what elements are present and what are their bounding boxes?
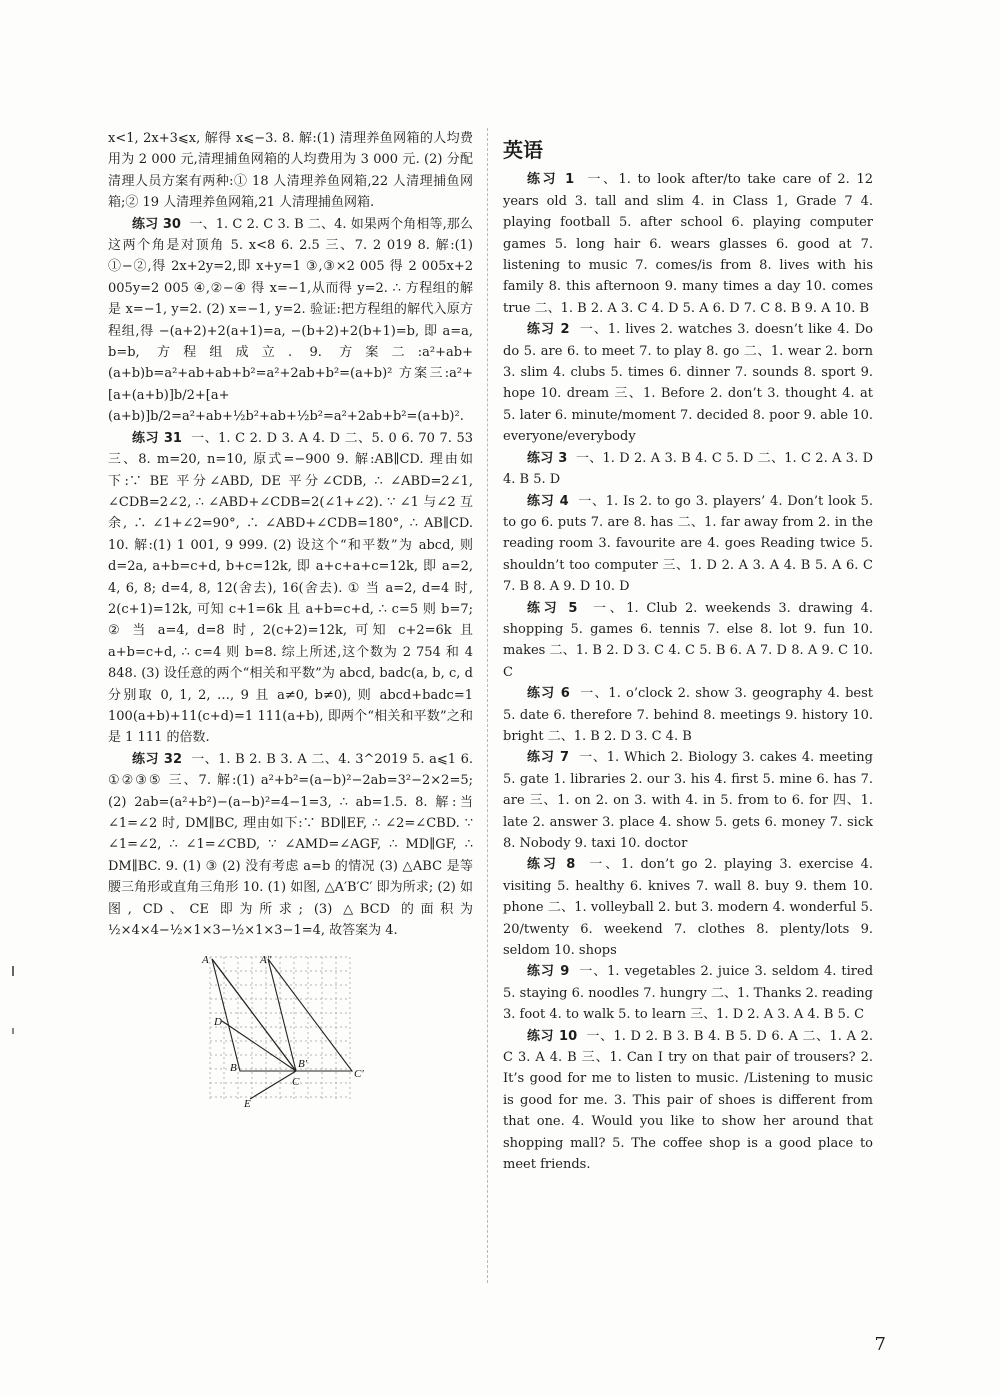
- exercise-heading: 练习 3: [527, 450, 568, 466]
- exercise-31: 练习 31 一、1. C 2. D 3. A 4. D 二、5. 0 6. 70 7. 53 三、8. m=20, n=10, 原式=−900 9. 解:AB∥CD. 理由如下:∵ BE 平分∠ABD, DE 平分∠CDB, ∴ ∠ABD=2∠1, ∠CDB=2∠2, ∴ ∠ABD+∠CDB=2(∠1+∠2). ∵ ∠1 与∠2 互余, ∴ ∠1+∠2=90°, ∴ ∠ABD+∠CDB=180°, ∴ AB∥CD. 10. 解:(1) 1 001, 9 999. (2) 设这个“和平数”为 abcd, 则 d=2a, a+b=c+d, b+c=12k, 即 a+c+a+c=12k, 即 a=2, 4, 6, 8; d=4, 8, 12(舍去), 16(舍去). ① 当 a=2, d=4 时, 2(c+1)=12k, 可知 c+1=6k 且 a+b=c+d, ∴ c=5 则 b=7; ② 当 a=4, d=8 时, 2(c+2)=12k, 可知 c+2=6k 且 a+b=c+d, ∴ c=4 则 b=8. 综上所述,这个数为 2 754 和 4 848. (3) 设任意的两个“相关和平数”为 abcd, badc(a, b, c, d 分别取 0, 1, 2, …, 9 且 a≠0, b≠0), 则 abcd+badc=1 100(a+b)+11(c+d)=1 111(a+b), 即两个“相关和平数”之和是 1 111 的倍数.: [108, 430, 473, 746]
- exercise-heading: 练习 9: [527, 964, 570, 980]
- english-exercise-6: 练习 6 一、1. o’clock 2. show 3. geography 4. best 5. date 6. therefore 7. behind 8. meetings 9. history 10. bright 二、1. B 2. D 3. C 4. B: [503, 686, 874, 744]
- vertex-label: A″: [260, 954, 272, 967]
- column-divider: [487, 128, 488, 1283]
- vertex-label: B: [230, 1062, 237, 1075]
- answer-paragraph: x<1, 2x+3⩽x, 解得 x⩽−3. 8. 解:(1) 清理养鱼网箱的人均费用为 2 000 元,清理捕鱼网箱的人均费用为 3 000 元. (2) 分配清理人员方案有两种:① 18 人清理养鱼网箱,22 人清理捕鱼网箱;② 19 人清理养鱼网箱,21 人清理捕鱼网箱.: [108, 131, 473, 211]
- exercise-heading: 练习 2: [527, 322, 570, 338]
- exercise-heading: 练习 1: [527, 172, 575, 188]
- exercise-30: 练习 30 一、1. C 2. C 3. B 二、4. 如果两个角相等,那么这两个角是对顶角 5. x<8 6. 2.5 三、7. 2 019 8. 解:(1) ①−②,得 2x+2y=2,即 x+y=1 ③,③×2 005 得 2 005x+2 005y=2 005 ④,②−④ 得 x=−1,从而得 y=2. ∴ 方程组的解是 x=−1, y=2. (2) x=−1, y=2. 验证:把方程组的解代入原方程组,得 −(a+2)+2(a+1)=a, −(b+2)+2(b+1)=b, 即 a=a, b=b, 方程组成立. 9. 方案二:a²+ab+(a+b)b=a²+ab+ab+b²=a²+2ab+b²=(a+b)² 方案三:a²+[a+(a+b)]b/2+[a+(a+b)]b/2=a²+ab+½b²+ab+½b²=a²+2ab+b²=(a+b)².: [108, 216, 474, 425]
- vertex-label: C′: [354, 1068, 364, 1081]
- margin-mark: [12, 966, 14, 976]
- section-title-english: 英语: [503, 138, 543, 162]
- english-exercise-10: 练习 10 一、1. D 2. B 3. B 4. B 5. D 6. A 二、1. A 2. C 3. A 4. B 三、1. Can I try on that pair of trousers? 2. It’s good for me to listen to music. /Listening to music is good for me. 3. This pair of shoes is different from that one. 4. Would you like to show her around that shopping mall? 5. The coffee shop is a good place to meet friends.: [503, 1028, 873, 1173]
- vertex-label: E: [244, 1098, 251, 1110]
- english-exercise-4: 练习 4 一、1. Is 2. to go 3. players’ 4. Don’t look 5. to go 6. puts 7. are 8. has 二、1. far away from 2. in the reading room 3. favourite are 4. goes Reading twice 5. shouldn’t too computer 三、1. D 2. A 3. A 4. B 5. A 6. C 7. B 8. A 9. D 10. D: [503, 493, 874, 595]
- exercise-heading: 练习 30: [132, 216, 181, 232]
- vertex-label: A: [202, 954, 209, 967]
- vertex-label: D: [214, 1016, 222, 1029]
- exercise-heading: 练习 31: [132, 430, 182, 446]
- english-exercise-3: 练习 3 一、1. D 2. A 3. B 4. C 5. D 二、1. C 2. A 3. D 4. B 5. D: [503, 450, 873, 488]
- english-exercise-1: 练习 1 一、1. to look after/to take care of 2. 12 years old 3. tall and slim 4. in Class 1, Grade 7 4. playing football 5. after school 6. playing computer games 5. long hair 6. wears glasses 6. good at 7. listening to music 7. comes/is from 8. lives with his family 8. this afternoon 9. many times a day 10. comes true 二、1. B 2. A 3. C 4. D 5. A 6. D 7. C 8. B 9. A 10. B: [503, 172, 873, 316]
- exercise-32: 练习 32 一、1. B 2. B 3. A 二、4. 3^2019 5. a⩽1 6. ①②③⑤ 三、7. 解:(1) a²+b²=(a−b)²−2ab=3²−2×2=5; (2) 2ab=(a²+b²)−(a−b)²=4−1=3, ∴ ab=1.5. 8. 解:当∠1=∠2 时, DM∥BC, 理由如下:∵ BD∥EF, ∴ ∠2=∠CBD. ∵ ∠1=∠2, ∴ ∠1=∠CBD, ∵ ∠AMD=∠AGF, ∴ MD∥GF, ∴ DM∥BC. 9. (1) ③ (2) 没有考虑 a=b 的情况 (3) △ABC 是等腰三角形或直角三角形 10. (1) 如图, △A′B′C′ 即为所求; (2) 如图, CD、CE 即为所求; (3) △BCD 的面积为 ½×4×4−½×1×3−½×1×3−1=4, 故答案为 4.: [108, 751, 473, 939]
- english-exercise-7: 练习 7 一、1. Which 2. Biology 3. cakes 4. meeting 5. gate 1. libraries 2. our 3. his 4. first 5. mine 6. has 7. are 三、1. on 2. on 3. with 4. in 5. from to 6. for 四、1. late 2. answer 3. place 4. show 5. gets 6. money 7. sick 8. Nobody 9. taxi 10. doctor: [503, 750, 873, 851]
- exercise-heading: 练习 10: [527, 1028, 578, 1044]
- vertex-label: C: [292, 1076, 300, 1089]
- right-column: [503, 128, 873, 1176]
- english-exercise-8: 练习 8 一、1. don’t go 2. playing 3. exercise 4. visiting 5. healthy 6. knives 7. wall 8. buy 9. them 10. phone 二、1. volleyball 2. but 3. modern 4. wonderful 5. 20/twenty 6. weekend 7. clothes 8. plenty/lots 9. seldom 10. shops: [503, 857, 873, 959]
- english-exercise-5: 练习 5 一、1. Club 2. weekends 3. drawing 4. shopping 5. games 6. tennis 7. else 8. lot 9. fun 10. makes 二、1. B 2. D 3. C 4. C 5. B 6. A 7. D 8. A 9. C 10. C: [503, 600, 873, 680]
- english-exercise-9: 练习 9 一、1. vegetables 2. juice 3. seldom 4. tired 5. staying 6. noodles 7. hungry 二、1. Thanks 2. reading 3. foot 4. to walk 5. to learn 三、1. D 2. A 3. A 4. B 5. C: [503, 964, 874, 1023]
- exercise-heading: 练习 7: [527, 750, 570, 766]
- exercise-heading: 练习 6: [527, 686, 570, 702]
- triangle-grid-diagram: [200, 951, 380, 1109]
- geometry-grid-figure: [200, 951, 473, 1116]
- exercise-heading: 练习 5: [527, 600, 578, 616]
- page-number: 7: [874, 1334, 886, 1355]
- left-column: [108, 128, 473, 1117]
- exercise-heading: 练习 32: [132, 751, 182, 767]
- exercise-heading: 练习 8: [527, 857, 576, 873]
- english-exercise-2: 练习 2 一、1. lives 2. watches 3. doesn’t like 4. Do do 5. are 6. to meet 7. to play 8. go 二、1. wear 2. born 3. slim 4. clubs 5. times 6. dinner 7. sounds 8. sport 9. hope 10. dream 三、1. Before 2. don’t 3. thought 4. at 5. later 6. minute/moment 7. decided 8. poor 9. able 10. everyone/everybody: [503, 322, 873, 445]
- exercise-heading: 练习 4: [527, 493, 569, 509]
- margin-mark: [12, 1028, 14, 1034]
- vertex-label: B′: [298, 1058, 308, 1071]
